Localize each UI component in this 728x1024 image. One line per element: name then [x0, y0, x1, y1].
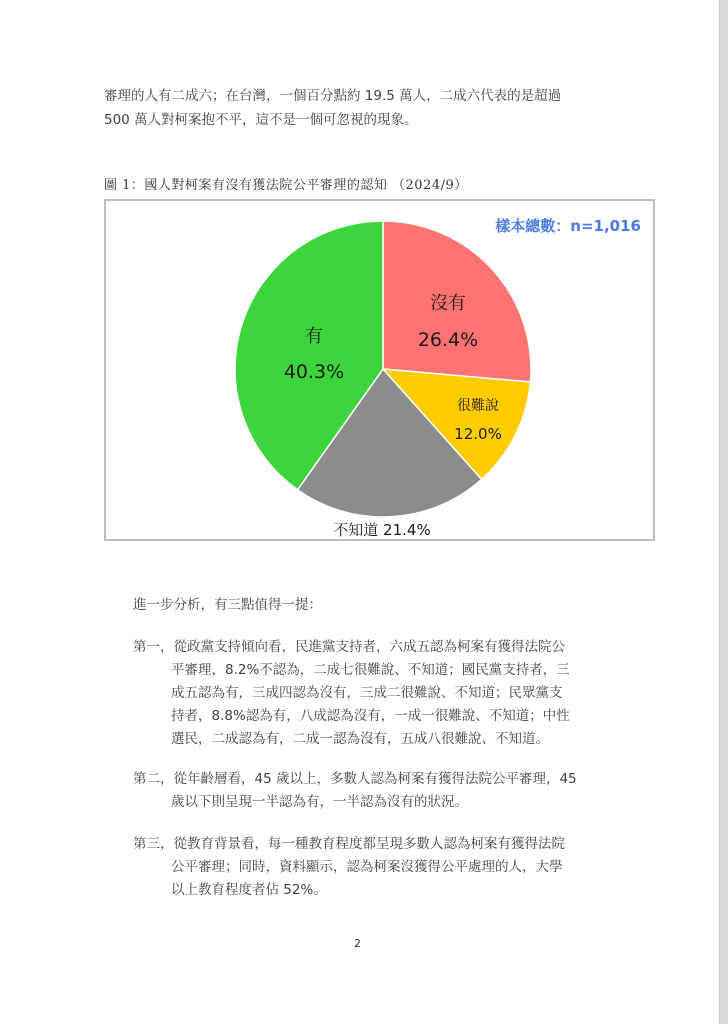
point-line: 第一，從政黨支持傾向看，民進黨支持者，六成五認為柯案有獲得法院公: [133, 639, 565, 655]
point-third: [133, 833, 613, 902]
point-line: 歲以下則呈現一半認為有，一半認為沒有的狀況。: [171, 794, 468, 810]
pie-chart-figure: [104, 199, 655, 541]
slice-label-dont-know: 不知道 21.4%: [333, 521, 431, 539]
point-line: 公平審理；同時，資料顯示，認為柯案沒獲得公平處理的人，大學: [171, 859, 563, 875]
point-second: [133, 768, 613, 814]
viewer-scrollbar-strip[interactable]: [719, 0, 728, 1024]
paragraph-line: 審理的人有二成六；在台灣，一個百分點約 19.5 萬人，二成六代表的是超過: [104, 88, 562, 104]
slice-value-no: 26.4%: [417, 329, 479, 351]
point-line: 選民，二成認為有，二成一認為沒有，五成八很難說、不知道。: [171, 731, 549, 747]
pie-chart: [106, 201, 657, 543]
analysis-intro: 進一步分析，有三點值得一提：: [133, 597, 322, 613]
slice-label-no: 沒有: [430, 293, 466, 314]
point-first: [133, 636, 613, 751]
sample-size-annotation: 樣本總數：n=1,016: [495, 217, 641, 235]
point-line: 第二，從年齡層看，45 歲以上，多數人認為柯案有獲得法院公平審理，45: [133, 771, 577, 787]
slice-label-yes: 有: [305, 326, 323, 347]
page-number: 2: [354, 937, 361, 950]
slice-value-yes: 40.3%: [283, 361, 345, 383]
point-line: 持者，8.8%認為有，八成認為沒有，一成一很難說、不知道；中性: [171, 708, 570, 724]
point-line: 平審理，8.2%不認為，二成七很難說、不知道；國民黨支持者，三: [171, 662, 570, 678]
point-line: 第三，從教育背景看，每一種教育程度都呈現多數人認為柯案有獲得法院: [133, 836, 565, 852]
opening-paragraph: [104, 84, 624, 132]
point-line: 成五認為有，三成四認為沒有，三成二很難說、不知道；民眾黨支: [171, 685, 563, 701]
slice-value-hard-to-say: 12.0%: [454, 425, 502, 443]
paragraph-line: 500 萬人對柯案抱不平，這不是一個可忽視的現象。: [104, 112, 418, 128]
figure-caption: 圖 1：國人對柯案有沒有獲法院公平審理的認知 （2024/9）: [104, 178, 468, 193]
slice-label-hard-to-say: 很難說: [457, 398, 499, 414]
point-line: 以上教育程度者佔 52%。: [171, 882, 327, 898]
